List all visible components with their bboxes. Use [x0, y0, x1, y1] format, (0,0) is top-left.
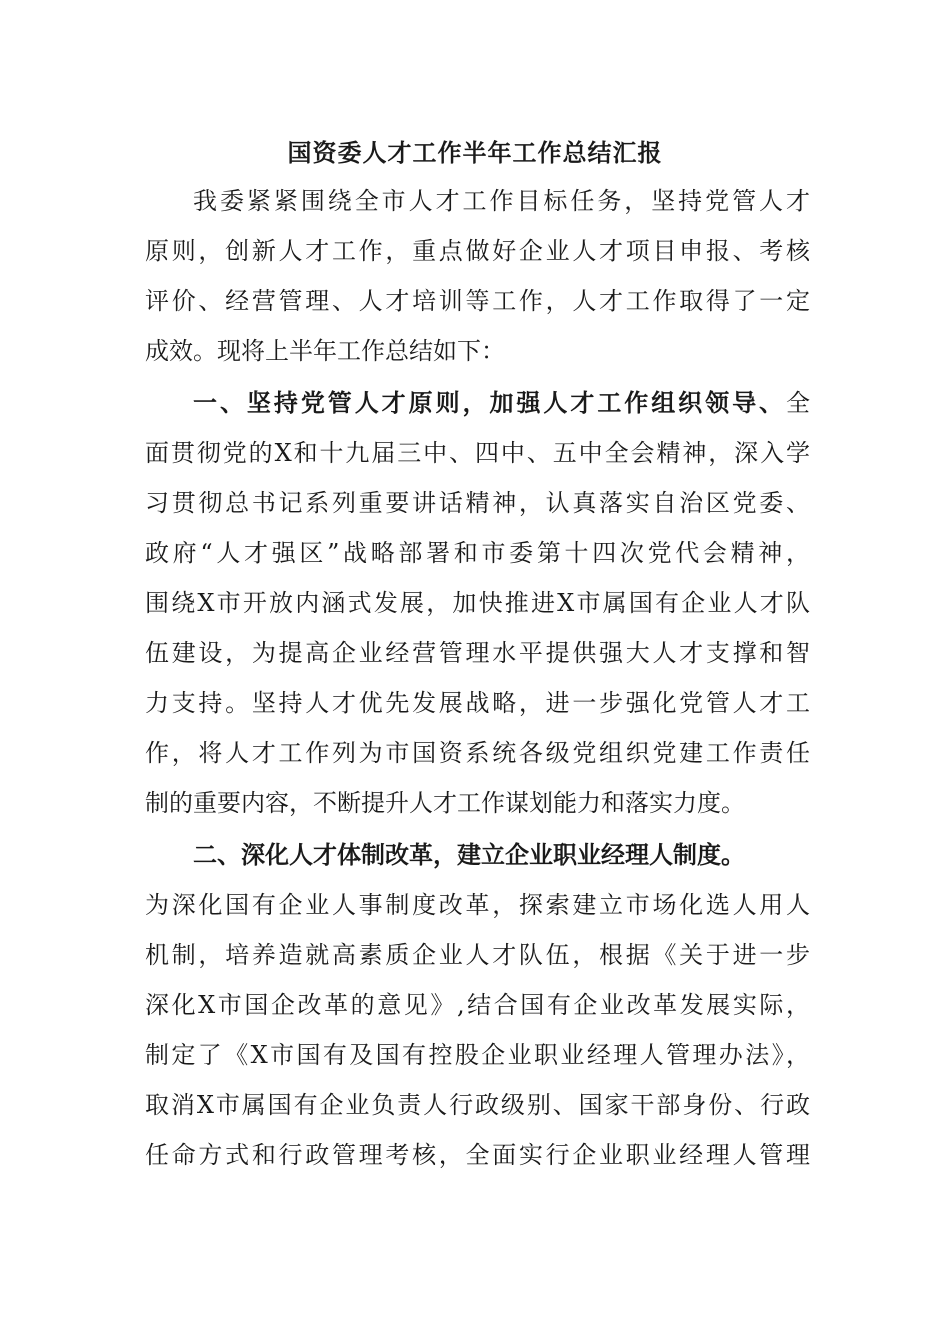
section1-line: 围绕X市开放内涵式发展，加快推进X市属国有企业人才队 [145, 589, 810, 617]
section1-line: 习贯彻总书记系列重要讲话精神，认真落实自治区党委、 [145, 489, 810, 517]
document-title: 国资委人才工作半年工作总结汇报 [287, 138, 663, 167]
intro-line: 评价、经营管理、人才培训等工作，人才工作取得了一定 [145, 287, 810, 315]
section2-line: 机制，培养造就高素质企业人才队伍，根据《关于进一步 [145, 941, 810, 969]
intro-line: 成效。现将上半年工作总结如下： [145, 337, 505, 365]
section1-line: 政府“人才强区”战略部署和市委第十四次党代会精神， [145, 539, 810, 567]
section2-line: 深化X市国企改革的意见》,结合国有企业改革发展实际， [145, 991, 810, 1019]
section2-line: 取消X市属国有企业负责人行政级别、国家干部身份、行政 [145, 1091, 810, 1119]
section2-line: 为深化国有企业人事制度改革，探索建立市场化选人用人 [145, 891, 810, 919]
section1-line: 面贯彻党的X和十九届三中、四中、五中全会精神，深入学 [145, 439, 810, 467]
section2-line: 制定了《X市国有及国有控股企业职业经理人管理办法》， [145, 1041, 810, 1069]
section2-heading: 二、深化人才体制改革，建立企业职业经理人制度。 [193, 840, 745, 869]
section1-line: 作，将人才工作列为市国资系统各级党组织党建工作责任 [145, 739, 810, 767]
section2-line: 任命方式和行政管理考核，全面实行企业职业经理人管理 [145, 1141, 810, 1169]
intro-line: 我委紧紧围绕全市人才工作目标任务，坚持党管人才 [193, 187, 810, 215]
section1-heading-tail: 全 [786, 389, 810, 417]
section1-heading-line [193, 386, 810, 420]
section1-line: 制的重要内容，不断提升人才工作谋划能力和落实力度。 [145, 789, 745, 817]
section1-heading: 一、坚持党管人才原则，加强人才工作组织领导、 [193, 388, 786, 417]
section1-line: 伍建设，为提高企业经营管理水平提供强大人才支撑和智 [145, 639, 810, 667]
section1-line: 力支持。坚持人才优先发展战略，进一步强化党管人才工 [145, 689, 810, 717]
intro-line: 原则，创新人才工作，重点做好企业人才项目申报、考核 [145, 237, 810, 265]
